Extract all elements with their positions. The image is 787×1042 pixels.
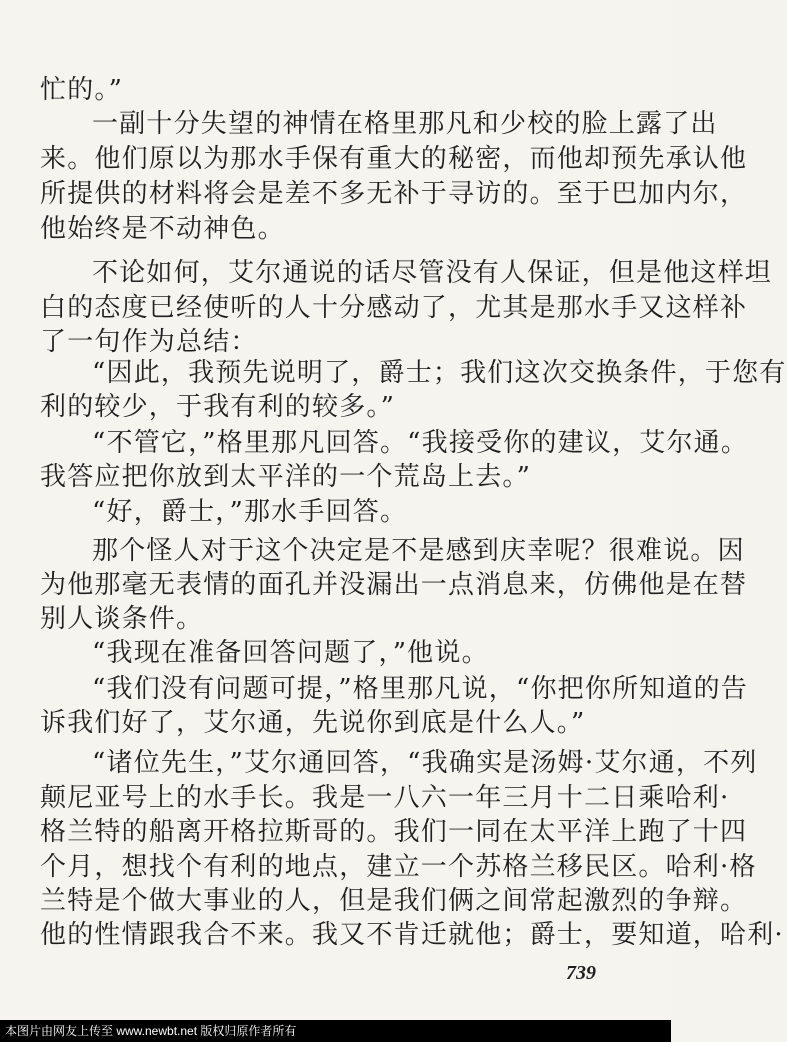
text-line: 来。他们原以为那水手保有重大的秘密，而他却预先承认他 xyxy=(40,144,748,174)
text-line: 一副十分失望的神情在格里那凡和少校的脸上露了出 xyxy=(92,109,718,139)
text-line: 忙的。” xyxy=(40,75,124,105)
text-line: 诉我们好了，艾尔通，先说你到底是什么人。” xyxy=(40,708,586,738)
text-line: “我们没有问题可提，”格里那凡说，“你把你所知道的告 xyxy=(92,674,749,704)
text-line: 兰特是个做大事业的人，但是我们俩之间常起激烈的争辩。 xyxy=(40,886,748,916)
watermark-footer: 本图片由网友上传至 www.newbt.net 版权归原作者所有 xyxy=(0,1020,671,1042)
text-line: 那个怪人对于这个决定是不是感到庆幸呢？很难说。因 xyxy=(92,536,745,566)
text-line: 为他那毫无表情的面孔并没漏出一点消息来，仿佛他是在替 xyxy=(40,570,748,600)
text-line: 不论如何，艾尔通说的话尽管没有人保证，但是他这样坦 xyxy=(92,258,773,288)
text-line: “我现在准备回答问题了，”他说。 xyxy=(92,638,489,668)
text-line: 格兰特的船离开格拉斯哥的。我们一同在太平洋上跑了十四 xyxy=(40,817,748,847)
text-line: 他始终是不动神色。 xyxy=(40,214,285,244)
text-line: 白的态度已经使听的人十分感动了，尤其是那水手又这样补 xyxy=(40,293,748,323)
text-line: “因此，我预先说明了，爵士；我们这次交换条件，于您有 xyxy=(92,358,787,388)
text-line: 利的较少，于我有利的较多。” xyxy=(40,392,396,422)
text-line: “不管它，”格里那凡回答。“我接受你的建议，艾尔通。 xyxy=(92,428,749,458)
text-line: 了一句作为总结： xyxy=(40,327,258,357)
text-line: 他的性情跟我合不来。我又不肯迁就他；爵士，要知道，哈利· xyxy=(40,920,784,950)
page-number: 739 xyxy=(566,962,596,984)
text-line: 别人谈条件。 xyxy=(40,604,204,634)
text-line: 所提供的材料将会是差不多无补于寻访的。至于巴加内尔， xyxy=(40,179,748,209)
text-line: “诸位先生，”艾尔通回答，“我确实是汤姆·艾尔通，不列 xyxy=(92,748,758,778)
text-line: 颠尼亚号上的水手长。我是一八六一年三月十二日乘哈利· xyxy=(40,783,730,813)
text-line: “好，爵士，”那水手回答。 xyxy=(92,497,408,527)
text-line: 我答应把你放到太平洋的一个荒岛上去。” xyxy=(40,462,532,492)
text-line: 个月，想找个有利的地点，建立一个苏格兰移民区。哈利·格 xyxy=(40,852,757,882)
